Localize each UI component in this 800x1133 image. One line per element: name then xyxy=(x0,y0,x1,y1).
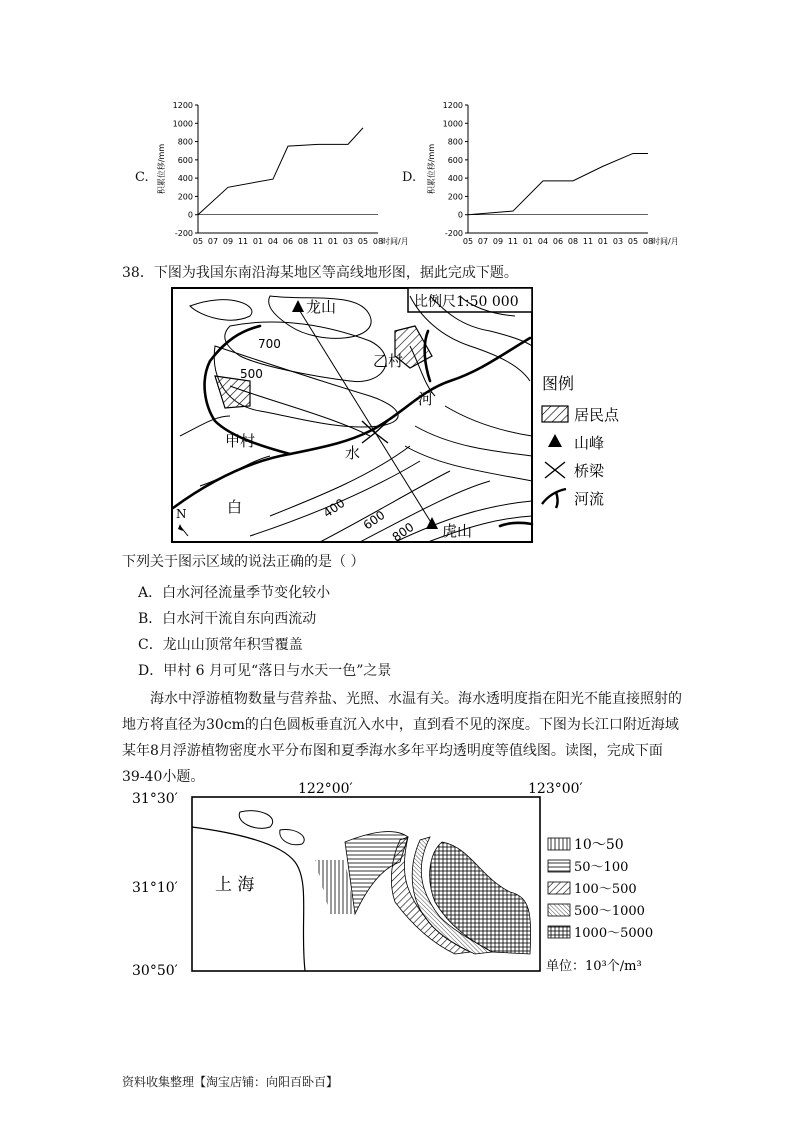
x-axis-label: 时间/月 xyxy=(652,237,679,246)
legend-bridge: 桥梁 xyxy=(574,462,605,480)
x-tick-label: 05 xyxy=(462,237,474,246)
legend-river-icon xyxy=(542,489,566,508)
legend-settlement: 居民点 xyxy=(574,406,620,424)
y-axis-label: 积累位移/mm xyxy=(157,143,166,195)
contour-label-800: 800 xyxy=(389,519,417,545)
label-yicun: 乙村 xyxy=(373,352,404,370)
x-tick-label: 04 xyxy=(537,237,549,246)
legend2-label-4: 1000～5000 xyxy=(574,926,654,941)
legend-peak: 山峰 xyxy=(574,434,605,452)
x-tick-label: 03 xyxy=(342,237,354,246)
y-tick-label: 1000 xyxy=(442,119,463,129)
y-axis-label: 积累位移/mm xyxy=(427,143,436,195)
passage-39-40: 海水中浮游植物数量与营养盐、光照、水温有关。海水透明度指在阳光不能直接照射的地方将直径为30cm的白色圆板垂直沉入水中，直到看不见的深度。下图为长江口附近海域某年8月浮游植物密度水平分布图和夏季海水多年平均透明度等值线图。读图，完成下面39-40小题。 xyxy=(122,691,682,785)
option-d: D．甲村 6 月可见“落日与水天一色”之景 xyxy=(138,663,392,679)
x-tick-label: 11 xyxy=(312,237,324,246)
x-axis-label: 时间/月 xyxy=(382,237,409,246)
contour-label-700: 700 xyxy=(258,337,281,351)
x-tick-label: 11 xyxy=(237,237,249,246)
legend2-label-3: 500～1000 xyxy=(574,904,645,919)
legend-peak-icon xyxy=(548,434,562,447)
y-tick-label: -200 xyxy=(444,229,463,238)
x-tick-label: 09 xyxy=(222,237,234,246)
legend2-swatch-4 xyxy=(548,926,570,938)
legend2-label-2: 100～500 xyxy=(574,882,637,897)
contour-label-500: 500 xyxy=(240,367,263,381)
plankton-map xyxy=(130,782,690,982)
lat-bottom: 30°50′ xyxy=(132,963,178,979)
y-tick-label: 0 xyxy=(187,210,193,220)
x-tick-label: 08 xyxy=(297,237,309,246)
lat-top: 31°30′ xyxy=(132,791,178,807)
y-tick-label: 800 xyxy=(447,137,463,147)
contour-label-600: 600 xyxy=(360,507,388,533)
series-line xyxy=(198,128,363,215)
label-jiacun: 甲村 xyxy=(225,432,256,450)
contour-label-400: 400 xyxy=(320,495,348,521)
y-tick-label: 1200 xyxy=(172,101,193,110)
label-hushan: 虎山 xyxy=(442,522,473,540)
legend-river: 河流 xyxy=(574,490,605,508)
x-tick-label: 01 xyxy=(327,237,339,246)
y-tick-label: 1200 xyxy=(442,101,463,110)
label-he: 河 xyxy=(418,390,434,408)
legend2-label-0: 10～50 xyxy=(574,837,624,853)
option-c: C．龙山山顶常年积雪覆盖 xyxy=(138,637,303,653)
x-tick-label: 11 xyxy=(507,237,519,246)
label-longshan: 龙山 xyxy=(306,298,337,316)
x-tick-label: 06 xyxy=(552,237,564,246)
contour-map xyxy=(170,286,640,546)
map-frame xyxy=(172,288,532,542)
y-tick-label: -200 xyxy=(174,229,193,238)
peak-hushan-icon xyxy=(426,517,438,529)
x-tick-label: 04 xyxy=(267,237,279,246)
x-tick-label: 07 xyxy=(477,237,489,246)
question-38-prompt: 下列关于图示区域的说法正确的是（ ） xyxy=(122,554,365,570)
option-d-label: D. xyxy=(402,170,417,185)
x-tick-label: 01 xyxy=(522,237,534,246)
lon-right: 123°00′ xyxy=(528,782,583,797)
x-tick-label: 08 xyxy=(372,237,384,246)
lat-mid: 31°10′ xyxy=(132,880,178,896)
coastline xyxy=(192,827,305,971)
label-north: N xyxy=(176,507,187,521)
option-a: A．白水河径流量季节变化较小 xyxy=(138,585,331,601)
y-tick-label: 800 xyxy=(177,137,193,147)
x-tick-label: 01 xyxy=(252,237,264,246)
x-tick-label: 05 xyxy=(192,237,204,246)
y-tick-label: 400 xyxy=(177,174,193,184)
x-tick-label: 07 xyxy=(207,237,219,246)
option-b: B．白水河干流自东向西流动 xyxy=(138,611,317,627)
legend2-swatch-0 xyxy=(548,838,570,850)
y-tick-label: 400 xyxy=(447,174,463,184)
legend-title: 图例 xyxy=(542,374,575,393)
legend-bridge-icon xyxy=(545,462,565,478)
x-tick-label: 01 xyxy=(597,237,609,246)
series-line xyxy=(468,153,648,214)
question-38-stem: 38．下图为我国东南沿海某地区等高线地形图，据此完成下题。 xyxy=(122,265,518,281)
footer: 资料收集整理【淘宝店铺：向阳百卧百】 xyxy=(122,1075,339,1089)
legend2-unit: 单位：10³个/m³ xyxy=(546,959,642,974)
x-tick-label: 05 xyxy=(357,237,369,246)
x-tick-label: 08 xyxy=(642,237,654,246)
x-tick-label: 11 xyxy=(582,237,594,246)
y-tick-label: 1000 xyxy=(172,119,193,129)
x-tick-label: 06 xyxy=(282,237,294,246)
legend2-swatch-1 xyxy=(548,860,570,872)
peak-longshan-icon xyxy=(292,300,304,312)
y-tick-label: 200 xyxy=(177,192,193,202)
y-tick-label: 600 xyxy=(447,155,463,165)
x-tick-label: 05 xyxy=(627,237,639,246)
scale-text: 比例尺1:50 000 xyxy=(414,294,519,310)
label-bai: 白 xyxy=(227,498,243,516)
x-tick-label: 03 xyxy=(612,237,624,246)
y-tick-label: 200 xyxy=(447,192,463,202)
lon-left: 122°00′ xyxy=(298,782,353,797)
legend2-swatch-2 xyxy=(548,882,570,894)
x-tick-label: 08 xyxy=(567,237,579,246)
y-tick-label: 600 xyxy=(177,155,193,165)
label-shanghai: 上 海 xyxy=(215,875,255,895)
chart-c xyxy=(150,95,410,255)
legend-settlement-swatch xyxy=(542,406,568,422)
option-c-label: C. xyxy=(135,170,149,185)
chart-d xyxy=(420,95,680,255)
x-tick-label: 09 xyxy=(492,237,504,246)
label-shui: 水 xyxy=(345,444,361,462)
legend2-swatch-3 xyxy=(548,904,570,916)
legend2-label-1: 50～100 xyxy=(574,860,629,875)
y-tick-label: 0 xyxy=(457,210,463,220)
